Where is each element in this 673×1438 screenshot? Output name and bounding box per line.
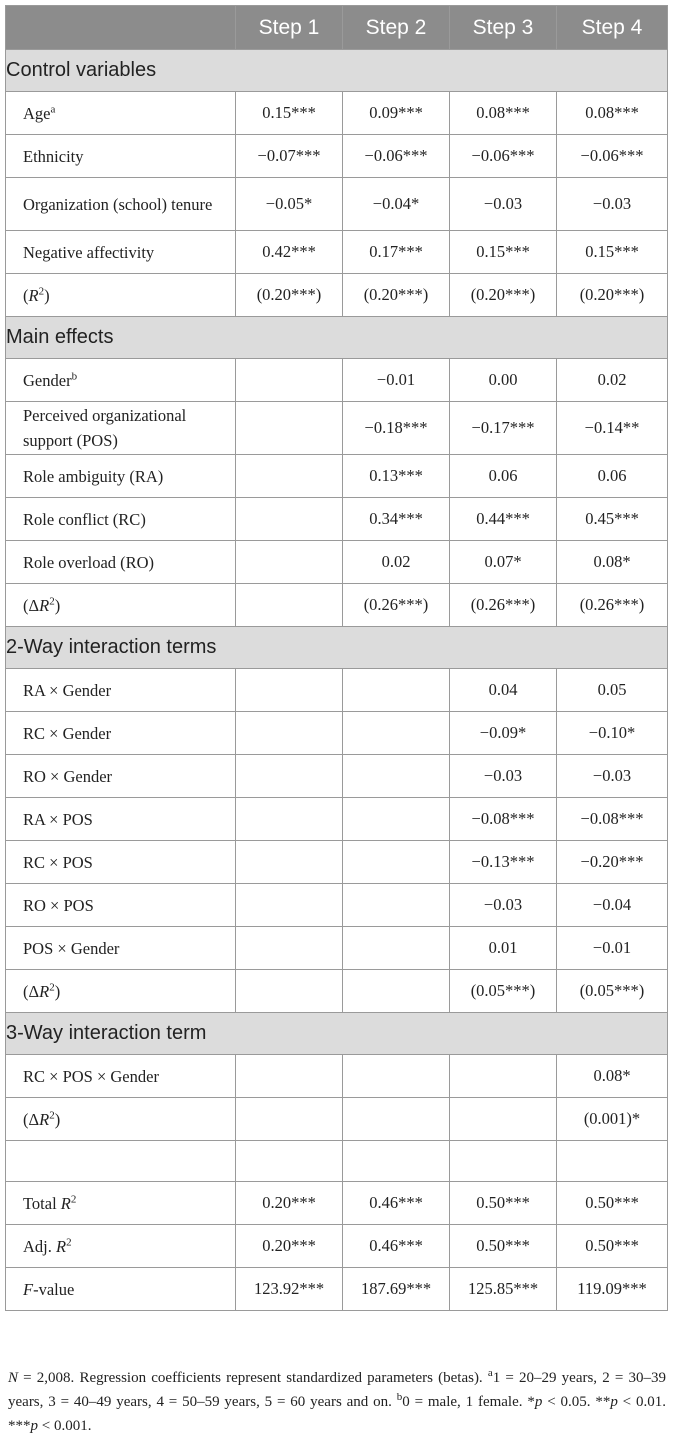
value-cell-step-2: 0.46*** xyxy=(343,1182,450,1225)
row-label-symbol: R xyxy=(56,1236,67,1256)
value-cell-step-2 xyxy=(343,884,450,927)
header-step-2: Step 2 xyxy=(343,6,450,50)
row-label xyxy=(6,178,236,231)
value-cell-step-1 xyxy=(236,1141,343,1182)
value-cell-step-1 xyxy=(236,755,343,798)
value-cell-step-1 xyxy=(236,498,343,541)
value-cell-step-2 xyxy=(343,712,450,755)
value-cell-step-2 xyxy=(343,1141,450,1182)
row-label xyxy=(6,669,236,712)
value-cell-step-1 xyxy=(236,669,343,712)
value-cell-step-4: 0.50*** xyxy=(557,1182,668,1225)
row-label xyxy=(6,1141,236,1182)
row-label-symbol: R xyxy=(60,1193,71,1213)
table-row xyxy=(6,1182,668,1225)
value-cell-step-3: −0.03 xyxy=(450,178,557,231)
section-header-row xyxy=(6,50,668,92)
value-cell-step-4: 0.08* xyxy=(557,541,668,584)
row-label-prefix: (Δ xyxy=(23,595,40,615)
value-cell-step-2 xyxy=(343,841,450,884)
value-cell-step-2: 0.34*** xyxy=(343,498,450,541)
value-cell-step-3: 0.15*** xyxy=(450,231,557,274)
value-cell-step-2: 187.69*** xyxy=(343,1268,450,1311)
value-cell-step-3: 0.06 xyxy=(450,455,557,498)
table-row xyxy=(6,455,668,498)
value-cell-step-4: −0.06*** xyxy=(557,135,668,178)
value-cell-step-4: (0.05***) xyxy=(557,970,668,1013)
table-row xyxy=(6,359,668,402)
row-label-superscript: 2 xyxy=(49,1109,55,1121)
row-label xyxy=(6,402,236,455)
value-cell-step-1 xyxy=(236,402,343,455)
table-row xyxy=(6,712,668,755)
value-cell-step-4: −0.03 xyxy=(557,755,668,798)
table-row xyxy=(6,1055,668,1098)
value-cell-step-4: (0.001)* xyxy=(557,1098,668,1141)
value-cell-step-3: (0.20***) xyxy=(450,274,557,317)
value-cell-step-3: (0.26***) xyxy=(450,584,557,627)
table-row xyxy=(6,402,668,455)
row-label-suffix: ) xyxy=(54,1109,61,1129)
header-step-4: Step 4 xyxy=(557,6,668,50)
value-cell-step-1 xyxy=(236,841,343,884)
value-cell-step-3: 0.04 xyxy=(450,669,557,712)
value-cell-step-1: 0.20*** xyxy=(236,1182,343,1225)
section-header-row xyxy=(6,317,668,359)
value-cell-step-3: (0.05***) xyxy=(450,970,557,1013)
value-cell-step-1 xyxy=(236,927,343,970)
table-row xyxy=(6,884,668,927)
value-cell-step-3: 0.08*** xyxy=(450,92,557,135)
row-label xyxy=(6,92,236,135)
table-row xyxy=(6,584,668,627)
value-cell-step-3: 0.01 xyxy=(450,927,557,970)
value-cell-step-3 xyxy=(450,1098,557,1141)
value-cell-step-2: 0.17*** xyxy=(343,231,450,274)
table-row xyxy=(6,1098,668,1141)
value-cell-step-2 xyxy=(343,798,450,841)
row-label-text: Age xyxy=(23,103,51,123)
value-cell-step-4: 0.45*** xyxy=(557,498,668,541)
value-cell-step-1: −0.07*** xyxy=(236,135,343,178)
row-label xyxy=(6,231,236,274)
row-label xyxy=(6,541,236,584)
value-cell-step-3 xyxy=(450,1141,557,1182)
value-cell-step-3: 0.50*** xyxy=(450,1225,557,1268)
value-cell-step-1 xyxy=(236,359,343,402)
row-label xyxy=(6,884,236,927)
row-label-symbol: F xyxy=(23,1279,34,1299)
value-cell-step-3: −0.09* xyxy=(450,712,557,755)
row-label-superscript: b xyxy=(71,370,78,382)
value-cell-step-2: 0.09*** xyxy=(343,92,450,135)
row-label-text: Role conflict (RC) xyxy=(23,509,146,529)
value-cell-step-3: 125.85*** xyxy=(450,1268,557,1311)
row-label-text: Role ambiguity (RA) xyxy=(23,466,164,486)
table-row xyxy=(6,1225,668,1268)
row-label xyxy=(6,755,236,798)
value-cell-step-4: 0.08*** xyxy=(557,92,668,135)
value-cell-step-1: 0.15*** xyxy=(236,92,343,135)
table-row xyxy=(6,669,668,712)
value-cell-step-3 xyxy=(450,1055,557,1098)
note-n-symbol: N xyxy=(8,1370,19,1386)
section-title: Control variables xyxy=(6,50,668,92)
row-label-prefix: Adj. xyxy=(23,1236,56,1256)
row-label-text: Negative affectivity xyxy=(23,242,155,262)
value-cell-step-2: 0.46*** xyxy=(343,1225,450,1268)
row-label-text: RO × Gender xyxy=(23,766,113,786)
header-step-1: Step 1 xyxy=(236,6,343,50)
value-cell-step-4 xyxy=(557,1141,668,1182)
table-row xyxy=(6,1268,668,1311)
value-cell-step-2: −0.01 xyxy=(343,359,450,402)
value-cell-step-3: −0.06*** xyxy=(450,135,557,178)
table-body xyxy=(6,50,668,1311)
value-cell-step-1: (0.20***) xyxy=(236,274,343,317)
value-cell-step-1 xyxy=(236,1098,343,1141)
value-cell-step-1: −0.05* xyxy=(236,178,343,231)
row-label xyxy=(6,135,236,178)
row-label-superscript: a xyxy=(50,103,56,115)
row-label-text: Gender xyxy=(23,370,72,390)
value-cell-step-1 xyxy=(236,712,343,755)
value-cell-step-1: 0.42*** xyxy=(236,231,343,274)
row-label-superscript: 2 xyxy=(38,285,45,297)
value-cell-step-4: 0.05 xyxy=(557,669,668,712)
row-label xyxy=(6,1225,236,1268)
value-cell-step-4: 0.02 xyxy=(557,359,668,402)
value-cell-step-4: 0.08* xyxy=(557,1055,668,1098)
row-label-superscript: 2 xyxy=(70,1193,77,1205)
value-cell-step-1 xyxy=(236,1055,343,1098)
row-label xyxy=(6,274,236,317)
value-cell-step-2: 0.02 xyxy=(343,541,450,584)
row-label-text: RO × POS xyxy=(23,895,94,915)
row-label-suffix: -value xyxy=(33,1279,75,1299)
value-cell-step-4: 119.09*** xyxy=(557,1268,668,1311)
row-label-prefix: Total xyxy=(23,1193,61,1213)
regression-table xyxy=(5,5,668,1311)
value-cell-step-3: 0.07* xyxy=(450,541,557,584)
table-row xyxy=(6,1141,668,1182)
table-row xyxy=(6,135,668,178)
value-cell-step-1 xyxy=(236,541,343,584)
value-cell-step-1: 123.92*** xyxy=(236,1268,343,1311)
value-cell-step-3: −0.03 xyxy=(450,755,557,798)
row-label-prefix: ( xyxy=(23,285,29,305)
value-cell-step-2: 0.13*** xyxy=(343,455,450,498)
row-label-symbol: R xyxy=(39,981,50,1001)
section-title: 3-Way interaction term xyxy=(6,1013,668,1055)
value-cell-step-2: (0.20***) xyxy=(343,274,450,317)
table-row xyxy=(6,970,668,1013)
value-cell-step-4: (0.20***) xyxy=(557,274,668,317)
value-cell-step-4: 0.50*** xyxy=(557,1225,668,1268)
section-header-row xyxy=(6,1013,668,1055)
value-cell-step-4: −0.14** xyxy=(557,402,668,455)
value-cell-step-2: −0.04* xyxy=(343,178,450,231)
row-label-suffix: ) xyxy=(44,285,50,305)
value-cell-step-4: −0.01 xyxy=(557,927,668,970)
section-title: 2-Way interaction terms xyxy=(6,627,668,669)
row-label-text: RC × POS xyxy=(23,852,93,872)
row-label xyxy=(6,584,236,627)
value-cell-step-4: 0.15*** xyxy=(557,231,668,274)
value-cell-step-3: −0.17*** xyxy=(450,402,557,455)
value-cell-step-2 xyxy=(343,1055,450,1098)
row-label-text: POS × Gender xyxy=(23,938,120,958)
table-row xyxy=(6,92,668,135)
row-label-prefix: (Δ xyxy=(23,981,40,1001)
row-label xyxy=(6,970,236,1013)
value-cell-step-4: 0.06 xyxy=(557,455,668,498)
value-cell-step-3: −0.03 xyxy=(450,884,557,927)
row-label-suffix: ) xyxy=(54,981,61,1001)
row-label-superscript: 2 xyxy=(49,981,55,993)
value-cell-step-1 xyxy=(236,455,343,498)
table-row xyxy=(6,231,668,274)
value-cell-step-1 xyxy=(236,584,343,627)
row-label-text: RC × POS × Gender xyxy=(23,1066,159,1086)
table-row xyxy=(6,798,668,841)
row-label xyxy=(6,1098,236,1141)
row-label-text: Ethnicity xyxy=(23,146,84,166)
section-header-row xyxy=(6,627,668,669)
row-label-text: RA × POS xyxy=(23,809,93,829)
value-cell-step-2: (0.26***) xyxy=(343,584,450,627)
header-cell-blank xyxy=(6,6,236,50)
row-label xyxy=(6,359,236,402)
row-label xyxy=(6,498,236,541)
value-cell-step-2: −0.18*** xyxy=(343,402,450,455)
table-row xyxy=(6,498,668,541)
row-label-symbol: R xyxy=(39,595,50,615)
row-label-symbol: R xyxy=(39,1109,50,1129)
value-cell-step-4: −0.20*** xyxy=(557,841,668,884)
table-row xyxy=(6,841,668,884)
value-cell-step-2 xyxy=(343,927,450,970)
row-label-symbol: R xyxy=(28,285,39,305)
value-cell-step-2 xyxy=(343,970,450,1013)
row-label xyxy=(6,1182,236,1225)
value-cell-step-4: −0.08*** xyxy=(557,798,668,841)
header-step-3: Step 3 xyxy=(450,6,557,50)
header-row xyxy=(6,6,668,50)
value-cell-step-1 xyxy=(236,798,343,841)
value-cell-step-1 xyxy=(236,884,343,927)
row-label xyxy=(6,798,236,841)
row-label-text: RA × Gender xyxy=(23,680,112,700)
value-cell-step-3: −0.13*** xyxy=(450,841,557,884)
row-label xyxy=(6,712,236,755)
value-cell-step-3: 0.44*** xyxy=(450,498,557,541)
table-footnote: N = 2,008. Regression coefficients represent standardized parameters (betas). $^a$1 = 20–29 years, 2 = 30–39 years, 3 = 40–49 years, 4 = 50–59 years, 5 = 60 years and on. $^b$0 = male, 1 female. *p < 0.05. **p < 0.01. ***p < 0.001. xyxy=(8,1367,666,1434)
value-cell-step-4: −0.03 xyxy=(557,178,668,231)
section-title: Main effects xyxy=(6,317,668,359)
row-label-superscript: 2 xyxy=(49,595,55,607)
row-label-text: Role overload (RO) xyxy=(23,552,155,572)
value-cell-step-4: −0.10* xyxy=(557,712,668,755)
row-label-suffix: ) xyxy=(54,595,61,615)
row-label-text: RC × Gender xyxy=(23,723,112,743)
row-label xyxy=(6,1055,236,1098)
value-cell-step-1: 0.20*** xyxy=(236,1225,343,1268)
table-row xyxy=(6,755,668,798)
row-label xyxy=(6,1268,236,1311)
value-cell-step-1 xyxy=(236,970,343,1013)
value-cell-step-3: 0.00 xyxy=(450,359,557,402)
value-cell-step-3: 0.50*** xyxy=(450,1182,557,1225)
row-label-text: Perceived organizational support (POS) xyxy=(23,406,187,450)
value-cell-step-2 xyxy=(343,755,450,798)
value-cell-step-4: −0.04 xyxy=(557,884,668,927)
value-cell-step-3: −0.08*** xyxy=(450,798,557,841)
row-label xyxy=(6,455,236,498)
value-cell-step-2 xyxy=(343,1098,450,1141)
row-label-prefix: (Δ xyxy=(23,1109,40,1129)
table-row xyxy=(6,178,668,231)
value-cell-step-4: (0.26***) xyxy=(557,584,668,627)
table-row xyxy=(6,274,668,317)
row-label-superscript: 2 xyxy=(66,1236,72,1248)
row-label-text: Organization (school) tenure xyxy=(23,194,213,214)
value-cell-step-2 xyxy=(343,669,450,712)
value-cell-step-2: −0.06*** xyxy=(343,135,450,178)
row-label xyxy=(6,841,236,884)
table-row xyxy=(6,541,668,584)
row-label xyxy=(6,927,236,970)
table-row xyxy=(6,927,668,970)
